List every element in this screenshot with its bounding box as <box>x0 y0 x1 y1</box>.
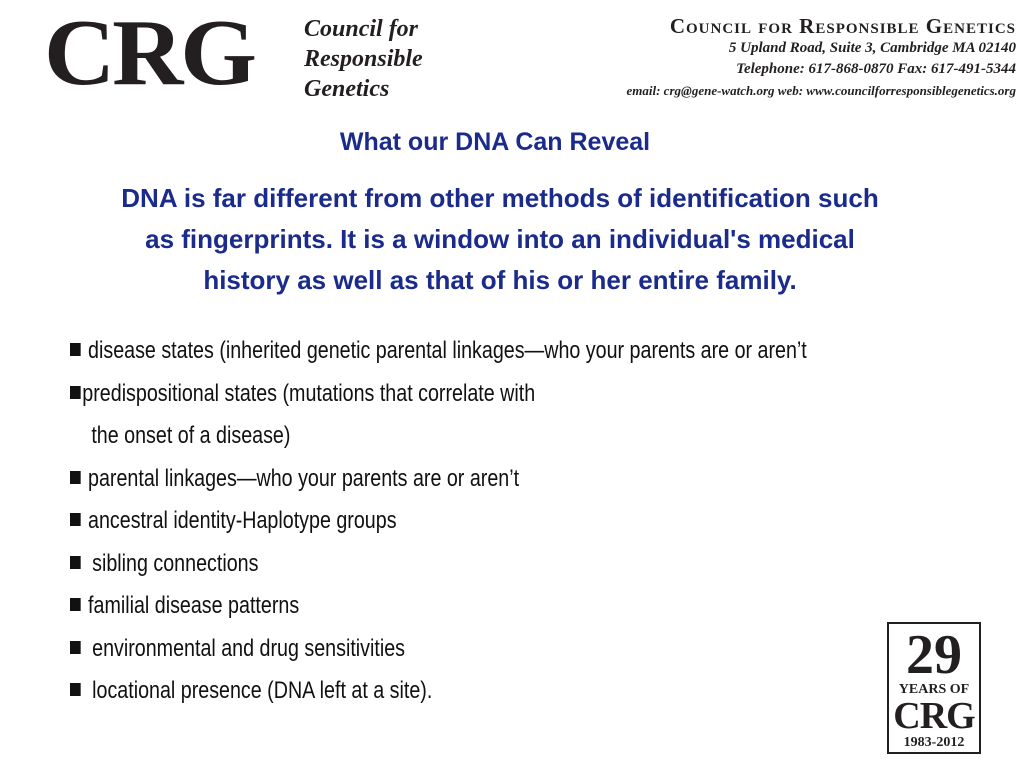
contact-org: Council for Responsible Genetics <box>669 14 1016 38</box>
list-item: familial disease patterns <box>70 585 807 628</box>
anniversary-badge <box>887 622 981 754</box>
slide-title: What our DNA Can Reveal <box>339 128 651 156</box>
list-item: locational presence (DNA left at a site). <box>70 670 807 713</box>
badge-range: 1983-2012 <box>903 735 965 750</box>
contact-address: 5 Upland Road, Suite 3, Cambridge MA 02140 <box>728 40 1016 56</box>
intro-line-3: history as well as that of his or her entire family. <box>203 265 797 295</box>
contact-block <box>627 14 1017 101</box>
org-name-block <box>304 14 423 104</box>
list-item: predispositional states (mutations that correlate with <box>70 373 807 416</box>
list-item: environmental and drug sensitivities <box>70 628 807 671</box>
contact-phone: Telephone: 617-868-0870 Fax: 617-491-5344 <box>736 61 1016 77</box>
intro-paragraph <box>0 178 1000 301</box>
intro-line-1: DNA is far different from other methods of identification such <box>121 183 879 213</box>
list-item: parental linkages—who your parents are or aren’t <box>70 458 807 501</box>
bullet-square-icon <box>70 471 81 484</box>
bullet-square-icon <box>70 683 81 696</box>
crg-logo: CRG <box>44 1 254 105</box>
bullet-square-icon <box>70 513 81 526</box>
org-name-line-3: Genetics <box>304 76 390 102</box>
list-item-continuation: the onset of a disease) <box>91 422 291 449</box>
bullet-list <box>70 330 969 713</box>
bullet-square-icon <box>70 386 81 399</box>
org-name-line-1: Council for <box>304 16 419 42</box>
list-item: sibling connections <box>70 543 807 586</box>
badge-name: CRG <box>893 695 975 737</box>
intro-line-2: as fingerprints. It is a window into an individual's medical <box>145 224 855 254</box>
contact-web: email: crg@gene-watch.org web: www.councilforresponsiblegenetics.org <box>626 83 1016 98</box>
bullet-square-icon <box>70 343 81 356</box>
bullet-square-icon <box>70 641 81 654</box>
bullet-square-icon <box>70 598 81 611</box>
badge-number: 29 <box>906 624 962 686</box>
list-item: ancestral identity-Haplotype groups <box>70 500 807 543</box>
org-name-line-2: Responsible <box>304 46 423 72</box>
bullet-square-icon <box>70 556 81 569</box>
badge-years-of: YEARS OF <box>898 682 970 697</box>
list-item: disease states (inherited genetic parental linkages—who your parents are or aren’t <box>70 330 807 373</box>
